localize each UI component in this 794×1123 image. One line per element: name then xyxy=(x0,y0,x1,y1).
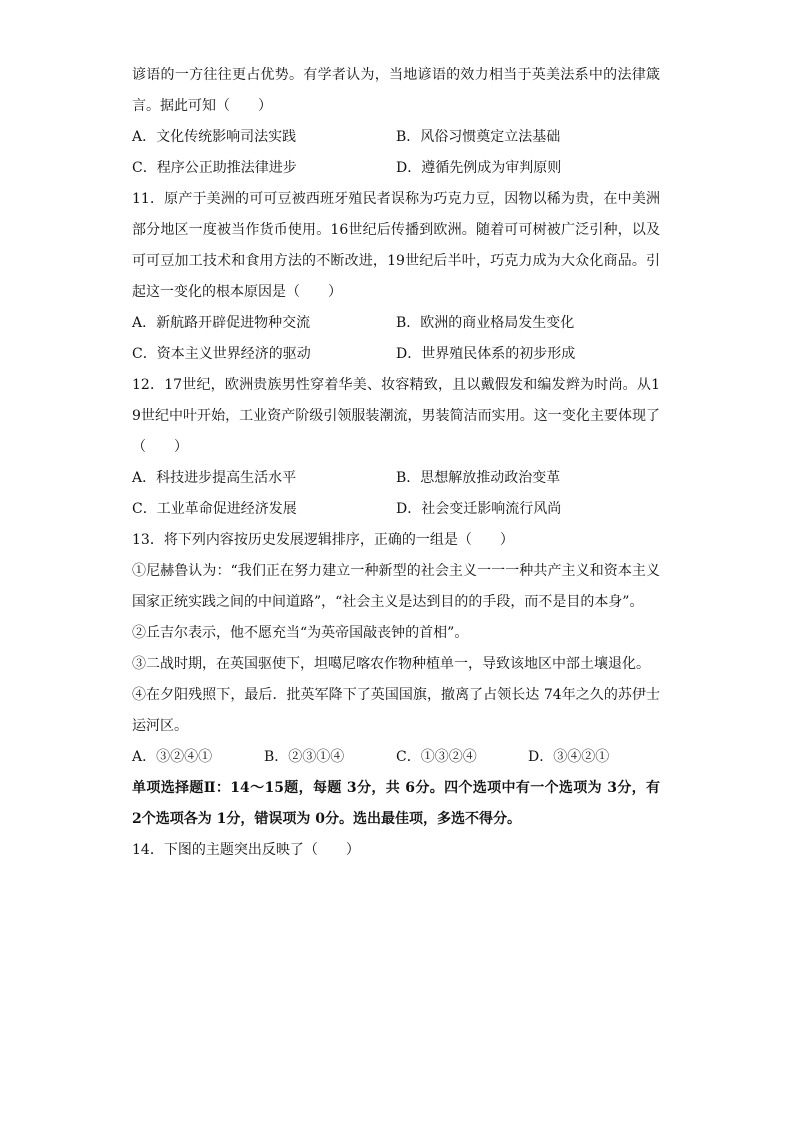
q11-options-row-2 xyxy=(132,339,660,370)
q12-options-row-2 xyxy=(132,494,660,525)
q10-stem: 谚语的一方往往更占优势。有学者认为，当地谚语的效力相当于英美法系中的法律箴言。据此可知（ ） xyxy=(132,67,660,114)
q13-stem: 13．将下列内容按历史发展逻辑排序，正确的一组是（ ） xyxy=(132,532,514,548)
q11-option-a: A．新航路开辟促进物种交流 xyxy=(132,315,311,331)
q10-option-c: C．程序公正助推法律进步 xyxy=(132,160,297,176)
q13-options-row xyxy=(132,742,660,773)
q12-option-b: B．思想解放推动政治变革 xyxy=(396,470,561,486)
q13-item-3: ③二战时期，在英国驱使下，坦噶尼喀农作物种植单一，导致该地区中部土壤退化。 xyxy=(132,656,650,672)
q12-option-a: A．科技进步提高生活水平 xyxy=(132,470,297,486)
q11-stem: 11．原产于美洲的可可豆被西班牙殖民者误称为巧克力豆，因物以稀为贵，在中美洲部分地区一度被当作货币使用。16世纪后传播到欧洲。随着可可树被广泛引种，以及可可豆加工技术和食用方法的不断改进，19世纪后半叶，巧克力成为大众化商品。引起这一变化的根本原因是（ ） xyxy=(132,191,660,300)
q13-item-4: ④在夕阳残照下，最后．批英军降下了英国国旗，撤离了占领长达 74年之久的苏伊士运河区。 xyxy=(132,687,660,734)
q12-stem: 12．17世纪，欧洲贵族男性穿着华美、妆容精致，且以戴假发和编发辫为时尚。从19世纪中叶开始，工业资产阶级引领服装潮流，男装简洁而实用。这一变化主要体现了（ ） xyxy=(132,377,660,455)
exam-page xyxy=(132,60,660,866)
q12-option-c: C．工业革命促进经济发展 xyxy=(132,501,297,517)
section-2-heading: 单项选择题Ⅱ：14～15题，每题 3分，共 6分。四个选项中有一个选项为 3分，有 2个选项各为 1分，错误项为 0分。选出最佳项，多选不得分。 xyxy=(132,780,660,827)
q10-option-b: B．风俗习惯奠定立法基础 xyxy=(396,129,561,145)
q13-option-c: C．①③②④ xyxy=(396,749,477,765)
q10-options-row-2 xyxy=(132,153,660,184)
q14-stem: 14．下图的主题突出反映了（ ） xyxy=(132,842,360,858)
q10-option-a: A．文化传统影响司法实践 xyxy=(132,129,297,145)
q11-option-b: B．欧洲的商业格局发生变化 xyxy=(396,315,575,331)
q11-options-row-1 xyxy=(132,308,660,339)
q11-option-c: C．资本主义世界经济的驱动 xyxy=(132,346,311,362)
q12-option-d: D．社会变迁影响流行风尚 xyxy=(396,501,562,517)
q13-option-b: B．②③①④ xyxy=(264,749,345,765)
q13-item-1: ①尼赫鲁认为：“我们正在努力建立一种新型的社会主义一一一种共产主义和资本主义国家正统实践之间的中间道路”，“社会主义是达到目的的手段，而不是目的本身”。 xyxy=(132,563,660,610)
q13-item-2: ②丘吉尔表示，他不愿充当“为英帝国敲丧钟的首相”。 xyxy=(132,625,469,641)
q10-option-d: D．遵循先例成为审判原则 xyxy=(396,160,562,176)
q13-option-d: D．③④②① xyxy=(528,749,610,765)
q10-options-row-1 xyxy=(132,122,660,153)
q13-option-a: A．③②④① xyxy=(132,749,213,765)
q11-option-d: D．世界殖民体系的初步形成 xyxy=(396,346,576,362)
q12-options-row-1 xyxy=(132,463,660,494)
